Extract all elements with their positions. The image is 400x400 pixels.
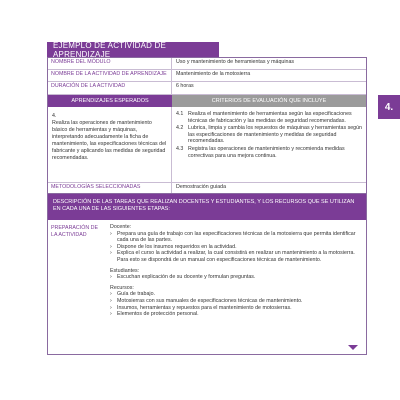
bullet-icon: ›	[110, 243, 112, 250]
list-item	[110, 311, 362, 318]
criterio-number: 4.1	[176, 111, 184, 117]
aprendizaje-criterios-row	[48, 107, 366, 183]
preparacion-label: PREPARACIÓN DE LA ACTIVIDAD	[51, 225, 98, 238]
metodologias-value: Demostración guiada	[176, 184, 227, 190]
criterio-number: 4.3	[176, 145, 184, 152]
list-item	[110, 291, 362, 298]
chapter-tab: 4.	[378, 95, 400, 119]
criterio-text: Lubrica, limpia y cambia los repuestos de máquinas y herramientas según las especificaciones de mantenimiento y medidas de seguridad recomendadas.	[188, 125, 363, 145]
bullet-icon: ›	[110, 304, 112, 311]
info-value: Mantenimiento de la motosierra	[176, 71, 251, 77]
activity-title: EJEMPLO DE ACTIVIDAD DE APRENDIZAJE	[47, 42, 219, 58]
criterios-cell	[172, 107, 366, 182]
list-item-text: Prepara una guía de trabajo con las especificaciones técnicas de la motosierra que permita identificar cada una de las partes.	[117, 230, 356, 244]
bullet-icon: ›	[110, 274, 112, 281]
criterio-text: Realiza el mantenimiento de herramientas según las especificaciones técnicas de fabricación y las medidas de seguridad recomendadas.	[188, 111, 352, 124]
criterio-text: Registra las operaciones de mantenimiento y recomienda medidas correctivas para una mejora continua.	[188, 145, 345, 159]
info-value: 6 horas	[176, 83, 194, 89]
bullet-icon: ›	[110, 230, 112, 237]
recursos-title: Recursos:	[110, 284, 134, 291]
aprendizaje-cell	[48, 107, 172, 182]
aprendizajes-header: APRENDIZAJES ESPERADOS	[48, 95, 172, 107]
list-item	[110, 274, 362, 281]
docente-title: Docente:	[110, 224, 132, 230]
list-item-text: Insumos, herramientas y repuestos para el mantenimiento de motosierras.	[117, 304, 292, 311]
list-item-text: Explica el curso la actividad a realizar, la cual consistirá en realizar un mantenimiento a la motosierra. Para esto se dispondrá de un manual con especificaciones técnicas de mantenimiento.	[117, 250, 355, 263]
list-item	[110, 298, 362, 305]
section-header-row	[48, 95, 366, 107]
list-item-text: Elementos de protección personal.	[117, 311, 199, 318]
aprendizaje-text: Realiza las operaciones de mantenimiento básico de herramientas y máquinas, interpretando adecuadamente la ficha de mantenimiento, las especificaciones técnicas del fabricante y aplicando las medidas de seguridad recomendadas.	[52, 120, 167, 161]
list-item	[110, 231, 362, 244]
activity-table	[47, 57, 367, 355]
bullet-icon: ›	[110, 297, 112, 304]
descripcion-header: DESCRIPCIÓN DE LAS TAREAS QUE REALIZAN DOCENTES Y ESTUDIANTES, Y LOS RECURSOS QUE SE UTILIZAN EN CADA UNA DE LAS SIGUIENTES ETAPAS:	[48, 194, 366, 220]
preparacion-content	[106, 220, 366, 355]
preparacion-row	[48, 220, 366, 355]
info-label: NOMBRE DE LA ACTIVIDAD DE APRENDIZAJE	[48, 70, 172, 81]
bullet-icon: ›	[110, 291, 112, 298]
list-item-text: Motosierras con sus manuales de especificaciones técnicas de mantenimiento.	[117, 297, 303, 304]
bullet-icon: ›	[110, 311, 112, 318]
criterios-header: CRITERIOS DE EVALUACIÓN QUE INCLUYE	[172, 95, 366, 107]
continue-arrow-icon	[348, 345, 358, 350]
list-item	[110, 305, 362, 312]
criterio-item	[176, 111, 362, 124]
info-row-duracion	[48, 82, 366, 95]
info-row-actividad	[48, 70, 366, 82]
list-item-text: Escuchan explicación de su docente y formulan preguntas.	[117, 274, 256, 281]
list-item-text: Dispone de los insumos requeridos en la actividad.	[117, 243, 237, 250]
info-value: Uso y mantenimiento de herramientas y máquinas	[176, 59, 295, 65]
list-item	[110, 244, 362, 251]
criterio-item	[176, 125, 362, 145]
list-item	[110, 250, 362, 263]
list-item-text: Guía de trabajo.	[117, 291, 155, 298]
criterio-number: 4.2	[176, 125, 184, 132]
estudiantes-title: Estudiantes:	[110, 267, 140, 274]
criterio-item	[176, 146, 362, 159]
metodologias-label: METODOLOGÍAS SELECCIONADAS	[48, 183, 172, 193]
info-label: DURACIÓN DE LA ACTIVIDAD	[48, 82, 172, 94]
aprendizaje-number: 4.	[52, 113, 57, 119]
info-label: NOMBRE DEL MÓDULO	[48, 58, 172, 69]
bullet-icon: ›	[110, 250, 112, 257]
info-row-modulo	[48, 58, 366, 70]
metodologias-row	[48, 183, 366, 194]
